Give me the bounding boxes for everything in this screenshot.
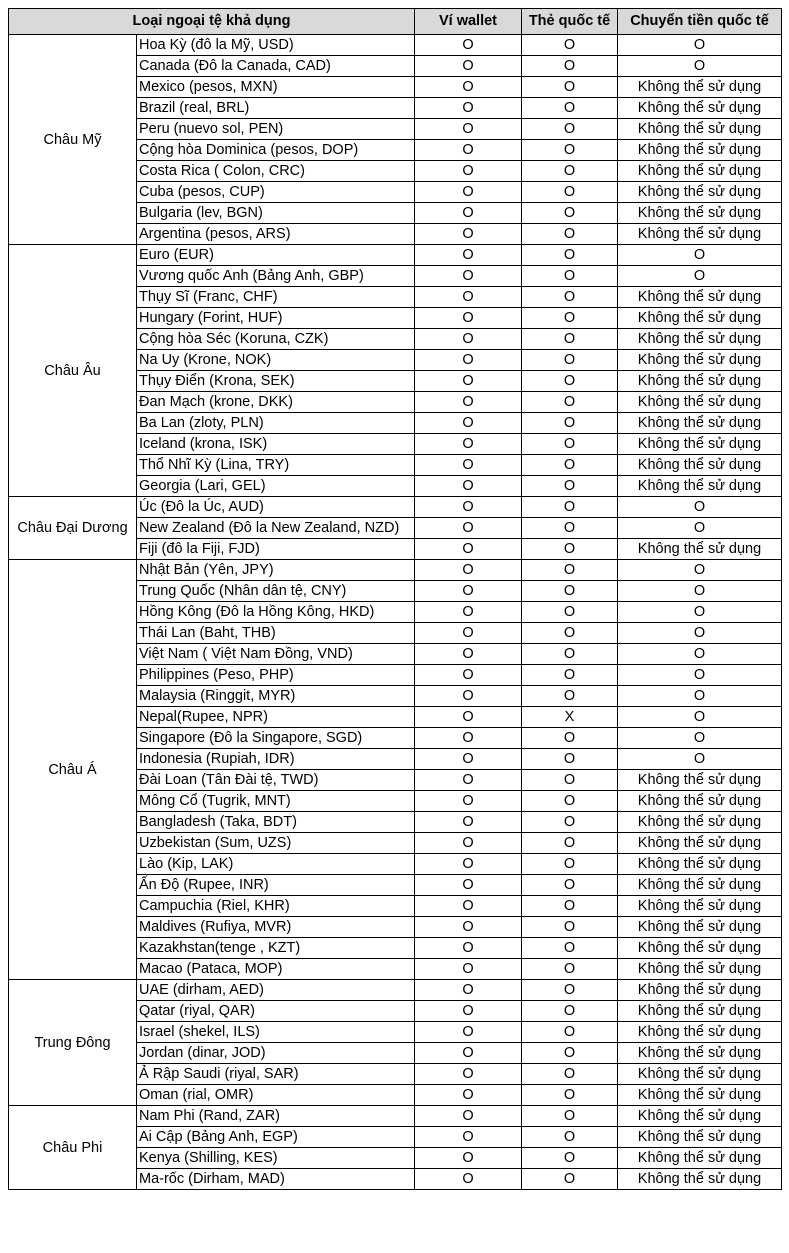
card-cell: O xyxy=(522,56,618,77)
card-cell: O xyxy=(522,35,618,56)
transfer-cell: Không thể sử dụng xyxy=(618,434,782,455)
transfer-cell: Không thể sử dụng xyxy=(618,1064,782,1085)
card-cell: O xyxy=(522,980,618,1001)
wallet-cell: O xyxy=(415,392,522,413)
currency-cell: Ả Rập Saudi (riyal, SAR) xyxy=(137,1064,415,1085)
currency-cell: New Zealand (Đô la New Zealand, NZD) xyxy=(137,518,415,539)
transfer-cell: Không thể sử dụng xyxy=(618,413,782,434)
transfer-cell: Không thể sử dụng xyxy=(618,287,782,308)
table-row xyxy=(9,35,782,56)
wallet-cell: O xyxy=(415,728,522,749)
card-cell: O xyxy=(522,560,618,581)
currency-cell: Hungary (Forint, HUF) xyxy=(137,308,415,329)
card-cell: O xyxy=(522,77,618,98)
card-cell: O xyxy=(522,791,618,812)
currency-cell: Maldives (Rufiya, MVR) xyxy=(137,917,415,938)
card-cell: O xyxy=(522,833,618,854)
wallet-cell: O xyxy=(415,56,522,77)
transfer-cell: Không thể sử dụng xyxy=(618,770,782,791)
wallet-cell: O xyxy=(415,203,522,224)
wallet-cell: O xyxy=(415,644,522,665)
currency-cell: Uzbekistan (Sum, UZS) xyxy=(137,833,415,854)
transfer-cell: O xyxy=(618,728,782,749)
wallet-cell: O xyxy=(415,1043,522,1064)
card-cell: O xyxy=(522,371,618,392)
region-cell: Châu Đại Dương xyxy=(9,497,137,560)
currency-cell: Ba Lan (zloty, PLN) xyxy=(137,413,415,434)
transfer-cell: Không thể sử dụng xyxy=(618,1022,782,1043)
header-currency: Loại ngoại tệ khả dụng xyxy=(9,9,415,35)
card-cell: O xyxy=(522,413,618,434)
wallet-cell: O xyxy=(415,539,522,560)
card-cell: O xyxy=(522,245,618,266)
header-transfer: Chuyển tiền quốc tế xyxy=(618,9,782,35)
wallet-cell: O xyxy=(415,497,522,518)
wallet-cell: O xyxy=(415,245,522,266)
card-cell: O xyxy=(522,476,618,497)
wallet-cell: O xyxy=(415,938,522,959)
card-cell: O xyxy=(522,1043,618,1064)
currency-cell: Thụy Điển (Krona, SEK) xyxy=(137,371,415,392)
currency-cell: Singapore (Đô la Singapore, SGD) xyxy=(137,728,415,749)
transfer-cell: Không thể sử dụng xyxy=(618,791,782,812)
wallet-cell: O xyxy=(415,1022,522,1043)
wallet-cell: O xyxy=(415,1148,522,1169)
currency-cell: Fiji (đô la Fiji, FJD) xyxy=(137,539,415,560)
card-cell: O xyxy=(522,1169,618,1190)
transfer-cell: Không thể sử dụng xyxy=(618,1169,782,1190)
transfer-cell: Không thể sử dụng xyxy=(618,854,782,875)
transfer-cell: O xyxy=(618,602,782,623)
transfer-cell: Không thể sử dụng xyxy=(618,161,782,182)
card-cell: O xyxy=(522,623,618,644)
currency-cell: Cộng hòa Séc (Koruna, CZK) xyxy=(137,329,415,350)
wallet-cell: O xyxy=(415,1085,522,1106)
wallet-cell: O xyxy=(415,1127,522,1148)
card-cell: O xyxy=(522,497,618,518)
transfer-cell: Không thể sử dụng xyxy=(618,1001,782,1022)
currency-cell: Kenya (Shilling, KES) xyxy=(137,1148,415,1169)
transfer-cell: Không thể sử dụng xyxy=(618,77,782,98)
card-cell: O xyxy=(522,602,618,623)
table-row xyxy=(9,497,782,518)
transfer-cell: Không thể sử dụng xyxy=(618,875,782,896)
region-cell: Trung Đông xyxy=(9,980,137,1106)
currency-cell: Bangladesh (Taka, BDT) xyxy=(137,812,415,833)
transfer-cell: Không thể sử dụng xyxy=(618,980,782,1001)
table-row xyxy=(9,1106,782,1127)
card-cell: O xyxy=(522,119,618,140)
currency-cell: Hoa Kỳ (đô la Mỹ, USD) xyxy=(137,35,415,56)
transfer-cell: O xyxy=(618,749,782,770)
transfer-cell: Không thể sử dụng xyxy=(618,329,782,350)
card-cell: O xyxy=(522,350,618,371)
wallet-cell: O xyxy=(415,896,522,917)
wallet-cell: O xyxy=(415,791,522,812)
currency-cell: Georgia (Lari, GEL) xyxy=(137,476,415,497)
currency-cell: Bulgaria (lev, BGN) xyxy=(137,203,415,224)
wallet-cell: O xyxy=(415,665,522,686)
wallet-cell: O xyxy=(415,266,522,287)
transfer-cell: Không thể sử dụng xyxy=(618,539,782,560)
currency-cell: Euro (EUR) xyxy=(137,245,415,266)
card-cell: O xyxy=(522,329,618,350)
header-wallet: Ví wallet xyxy=(415,9,522,35)
card-cell: O xyxy=(522,203,618,224)
card-cell: O xyxy=(522,1106,618,1127)
wallet-cell: O xyxy=(415,812,522,833)
currency-cell: UAE (dirham, AED) xyxy=(137,980,415,1001)
currency-cell: Ai Cập (Bảng Anh, EGP) xyxy=(137,1127,415,1148)
card-cell: O xyxy=(522,854,618,875)
card-cell: O xyxy=(522,686,618,707)
wallet-cell: O xyxy=(415,623,522,644)
wallet-cell: O xyxy=(415,875,522,896)
transfer-cell: O xyxy=(618,245,782,266)
wallet-cell: O xyxy=(415,413,522,434)
currency-cell: Macao (Pataca, MOP) xyxy=(137,959,415,980)
currency-cell: Canada (Đô la Canada, CAD) xyxy=(137,56,415,77)
card-cell: O xyxy=(522,1127,618,1148)
card-cell: O xyxy=(522,1001,618,1022)
table-row xyxy=(9,560,782,581)
card-cell: O xyxy=(522,161,618,182)
transfer-cell: Không thể sử dụng xyxy=(618,896,782,917)
region-cell: Châu Mỹ xyxy=(9,35,137,245)
transfer-cell: O xyxy=(618,56,782,77)
currency-cell: Israel (shekel, ILS) xyxy=(137,1022,415,1043)
wallet-cell: O xyxy=(415,182,522,203)
card-cell: O xyxy=(522,896,618,917)
transfer-cell: Không thể sử dụng xyxy=(618,959,782,980)
transfer-cell: O xyxy=(618,686,782,707)
currency-cell: Kazakhstan(tenge , KZT) xyxy=(137,938,415,959)
currency-cell: Philippines (Peso, PHP) xyxy=(137,665,415,686)
card-cell: O xyxy=(522,728,618,749)
transfer-cell: Không thể sử dụng xyxy=(618,119,782,140)
wallet-cell: O xyxy=(415,1169,522,1190)
currency-cell: Trung Quốc (Nhân dân tệ, CNY) xyxy=(137,581,415,602)
wallet-cell: O xyxy=(415,854,522,875)
wallet-cell: O xyxy=(415,770,522,791)
transfer-cell: Không thể sử dụng xyxy=(618,98,782,119)
transfer-cell: Không thể sử dụng xyxy=(618,350,782,371)
transfer-cell: Không thể sử dụng xyxy=(618,140,782,161)
header-card: Thẻ quốc tế xyxy=(522,9,618,35)
wallet-cell: O xyxy=(415,329,522,350)
card-cell: O xyxy=(522,266,618,287)
currency-cell: Nepal(Rupee, NPR) xyxy=(137,707,415,728)
transfer-cell: Không thể sử dụng xyxy=(618,224,782,245)
wallet-cell: O xyxy=(415,119,522,140)
transfer-cell: Không thể sử dụng xyxy=(618,1085,782,1106)
currency-cell: Peru (nuevo sol, PEN) xyxy=(137,119,415,140)
currency-cell: Argentina (pesos, ARS) xyxy=(137,224,415,245)
wallet-cell: O xyxy=(415,455,522,476)
transfer-cell: Không thể sử dụng xyxy=(618,938,782,959)
card-cell: O xyxy=(522,938,618,959)
card-cell: O xyxy=(522,917,618,938)
region-cell: Châu Á xyxy=(9,560,137,980)
wallet-cell: O xyxy=(415,518,522,539)
transfer-cell: Không thể sử dụng xyxy=(618,1148,782,1169)
currency-cell: Malaysia (Ringgit, MYR) xyxy=(137,686,415,707)
card-cell: O xyxy=(522,581,618,602)
currency-cell: Jordan (dinar, JOD) xyxy=(137,1043,415,1064)
transfer-cell: O xyxy=(618,35,782,56)
currency-cell: Qatar (riyal, QAR) xyxy=(137,1001,415,1022)
card-cell: O xyxy=(522,98,618,119)
card-cell: O xyxy=(522,539,618,560)
currency-cell: Cộng hòa Dominica (pesos, DOP) xyxy=(137,140,415,161)
card-cell: O xyxy=(522,1022,618,1043)
transfer-cell: Không thể sử dụng xyxy=(618,1127,782,1148)
currency-cell: Brazil (real, BRL) xyxy=(137,98,415,119)
card-cell: O xyxy=(522,434,618,455)
currency-cell: Indonesia (Rupiah, IDR) xyxy=(137,749,415,770)
currency-cell: Iceland (krona, ISK) xyxy=(137,434,415,455)
card-cell: O xyxy=(522,308,618,329)
wallet-cell: O xyxy=(415,686,522,707)
wallet-cell: O xyxy=(415,749,522,770)
wallet-cell: O xyxy=(415,476,522,497)
card-cell: O xyxy=(522,182,618,203)
transfer-cell: O xyxy=(618,707,782,728)
currency-cell: Lào (Kip, LAK) xyxy=(137,854,415,875)
transfer-cell: Không thể sử dụng xyxy=(618,371,782,392)
transfer-cell: O xyxy=(618,623,782,644)
card-cell: O xyxy=(522,875,618,896)
wallet-cell: O xyxy=(415,1001,522,1022)
currency-cell: Na Uy (Krone, NOK) xyxy=(137,350,415,371)
wallet-cell: O xyxy=(415,224,522,245)
header-row xyxy=(9,9,782,35)
card-cell: O xyxy=(522,1148,618,1169)
card-cell: O xyxy=(522,749,618,770)
transfer-cell: O xyxy=(618,560,782,581)
currency-cell: Ma-rốc (Dirham, MAD) xyxy=(137,1169,415,1190)
currency-cell: Mexico (pesos, MXN) xyxy=(137,77,415,98)
currency-cell: Costa Rica ( Colon, CRC) xyxy=(137,161,415,182)
table-row xyxy=(9,245,782,266)
wallet-cell: O xyxy=(415,1106,522,1127)
card-cell: O xyxy=(522,665,618,686)
transfer-cell: O xyxy=(618,665,782,686)
transfer-cell: Không thể sử dụng xyxy=(618,392,782,413)
wallet-cell: O xyxy=(415,140,522,161)
wallet-cell: O xyxy=(415,434,522,455)
wallet-cell: O xyxy=(415,980,522,1001)
wallet-cell: O xyxy=(415,1064,522,1085)
currency-cell: Úc (Đô la Úc, AUD) xyxy=(137,497,415,518)
currency-cell: Đài Loan (Tân Đài tệ, TWD) xyxy=(137,770,415,791)
currency-cell: Nhật Bản (Yên, JPY) xyxy=(137,560,415,581)
card-cell: O xyxy=(522,1064,618,1085)
transfer-cell: Không thể sử dụng xyxy=(618,917,782,938)
currency-cell: Campuchia (Riel, KHR) xyxy=(137,896,415,917)
transfer-cell: O xyxy=(618,518,782,539)
card-cell: O xyxy=(522,812,618,833)
currency-cell: Oman (rial, OMR) xyxy=(137,1085,415,1106)
transfer-cell: O xyxy=(618,497,782,518)
transfer-cell: Không thể sử dụng xyxy=(618,182,782,203)
transfer-cell: Không thể sử dụng xyxy=(618,1106,782,1127)
transfer-cell: Không thể sử dụng xyxy=(618,476,782,497)
wallet-cell: O xyxy=(415,98,522,119)
card-cell: O xyxy=(522,644,618,665)
currency-cell: Mông Cổ (Tugrik, MNT) xyxy=(137,791,415,812)
transfer-cell: Không thể sử dụng xyxy=(618,308,782,329)
currency-cell: Thái Lan (Baht, THB) xyxy=(137,623,415,644)
card-cell: X xyxy=(522,707,618,728)
currency-cell: Cuba (pesos, CUP) xyxy=(137,182,415,203)
transfer-cell: Không thể sử dụng xyxy=(618,203,782,224)
wallet-cell: O xyxy=(415,371,522,392)
wallet-cell: O xyxy=(415,833,522,854)
wallet-cell: O xyxy=(415,560,522,581)
wallet-cell: O xyxy=(415,35,522,56)
transfer-cell: Không thể sử dụng xyxy=(618,1043,782,1064)
wallet-cell: O xyxy=(415,287,522,308)
transfer-cell: Không thể sử dụng xyxy=(618,812,782,833)
wallet-cell: O xyxy=(415,917,522,938)
wallet-cell: O xyxy=(415,602,522,623)
wallet-cell: O xyxy=(415,350,522,371)
wallet-cell: O xyxy=(415,707,522,728)
table-row xyxy=(9,980,782,1001)
card-cell: O xyxy=(522,518,618,539)
transfer-cell: Không thể sử dụng xyxy=(618,833,782,854)
currency-cell: Nam Phi (Rand, ZAR) xyxy=(137,1106,415,1127)
currency-cell: Vương quốc Anh (Bảng Anh, GBP) xyxy=(137,266,415,287)
wallet-cell: O xyxy=(415,959,522,980)
currency-cell: Thổ Nhĩ Kỳ (Lina, TRY) xyxy=(137,455,415,476)
transfer-cell: Không thể sử dụng xyxy=(618,455,782,476)
card-cell: O xyxy=(522,1085,618,1106)
transfer-cell: O xyxy=(618,581,782,602)
region-cell: Châu Âu xyxy=(9,245,137,497)
table-header xyxy=(9,9,782,35)
wallet-cell: O xyxy=(415,161,522,182)
table-body xyxy=(9,35,782,1190)
region-cell: Châu Phi xyxy=(9,1106,137,1190)
currency-cell: Việt Nam ( Việt Nam Đồng, VND) xyxy=(137,644,415,665)
card-cell: O xyxy=(522,959,618,980)
currency-cell: Đan Mạch (krone, DKK) xyxy=(137,392,415,413)
transfer-cell: O xyxy=(618,266,782,287)
card-cell: O xyxy=(522,287,618,308)
currency-table xyxy=(8,8,782,1190)
card-cell: O xyxy=(522,140,618,161)
transfer-cell: O xyxy=(618,644,782,665)
wallet-cell: O xyxy=(415,581,522,602)
card-cell: O xyxy=(522,392,618,413)
currency-cell: Hồng Kông (Đô la Hồng Kông, HKD) xyxy=(137,602,415,623)
card-cell: O xyxy=(522,455,618,476)
card-cell: O xyxy=(522,770,618,791)
currency-cell: Thụy Sĩ (Franc, CHF) xyxy=(137,287,415,308)
card-cell: O xyxy=(522,224,618,245)
wallet-cell: O xyxy=(415,77,522,98)
currency-cell: Ấn Độ (Rupee, INR) xyxy=(137,875,415,896)
wallet-cell: O xyxy=(415,308,522,329)
